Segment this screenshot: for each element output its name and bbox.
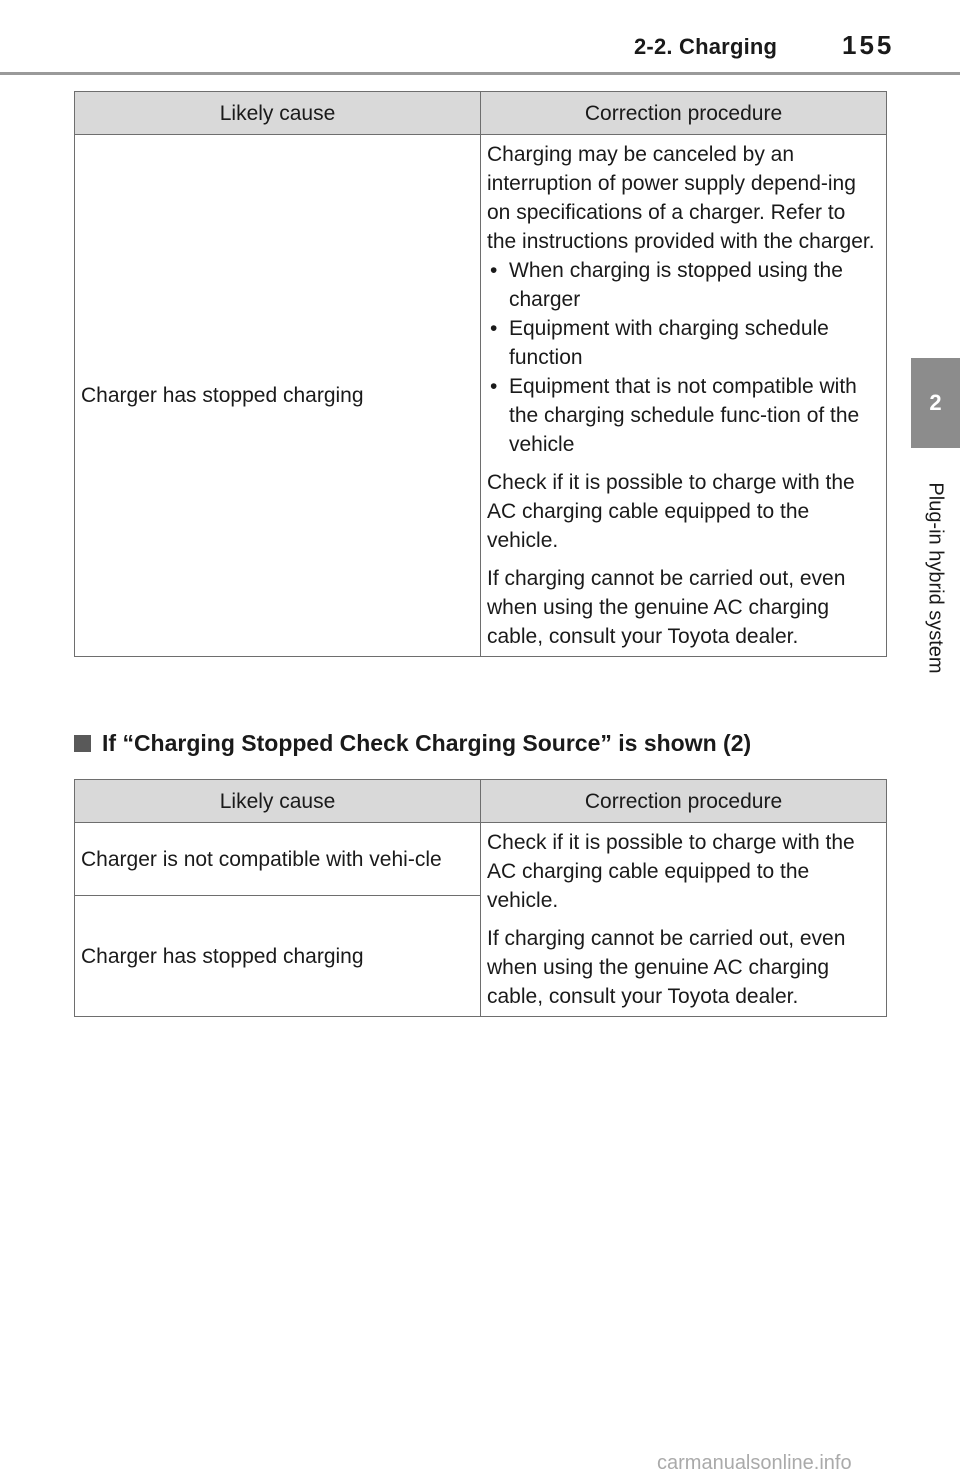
chapter-tab (911, 358, 960, 448)
section-subheading (74, 730, 751, 757)
table-header-row (75, 92, 887, 135)
subheading-text: If “Charging Stopped Check Charging Source” is shown (2) (102, 730, 752, 756)
chapter-title: Plug-in hybrid system (924, 482, 947, 674)
procedure-bullet-list (487, 256, 880, 459)
list-item: • Equipment that is not compatible with the charging schedule func-tion of the vehicle (487, 372, 880, 459)
table-row (75, 135, 887, 657)
header-likely-cause: Likely cause (75, 780, 481, 823)
page-number: 155 (842, 30, 895, 60)
chapter-number: 2 (929, 390, 942, 415)
procedure-cell (481, 823, 887, 1017)
list-item: • Equipment with charging schedule function (487, 314, 880, 372)
procedure-check: Check if it is possible to charge with the AC charging cable equipped to the vehicle. (487, 471, 855, 552)
cause-cell: Charger has stopped charging (75, 135, 481, 657)
section-title: 2-2. Charging (634, 34, 778, 59)
procedure-check: Check if it is possible to charge with the AC charging cable equipped to the vehicle. (487, 831, 855, 912)
cause-cell: Charger has stopped charging (75, 896, 481, 1017)
header-divider (0, 72, 960, 75)
procedure-intro: Charging may be canceled by an interruption of power supply depend-ing on specifications of a charger. Refer to the instructions provided with the charger. (487, 143, 875, 253)
causes-table-2 (74, 779, 887, 1017)
header-likely-cause: Likely cause (75, 92, 481, 135)
procedure-consult: If charging cannot be carried out, even when using the genuine AC charging cable, consult your Toyota dealer. (487, 567, 846, 648)
cause-cell: Charger is not compatible with vehi-cle (75, 823, 481, 896)
table-header-row (75, 780, 887, 823)
header-correction-procedure: Correction procedure (481, 780, 887, 823)
table-row (75, 823, 887, 896)
procedure-consult: If charging cannot be carried out, even when using the genuine AC charging cable, consult your Toyota dealer. (487, 927, 846, 1008)
procedure-cell (481, 135, 887, 657)
site-watermark: carmanualsonline.info (657, 1452, 852, 1474)
square-bullet-icon (74, 735, 91, 752)
header-correction-procedure: Correction procedure (481, 92, 887, 135)
causes-table-1 (74, 91, 887, 657)
list-item: • When charging is stopped using the charger (487, 256, 880, 314)
